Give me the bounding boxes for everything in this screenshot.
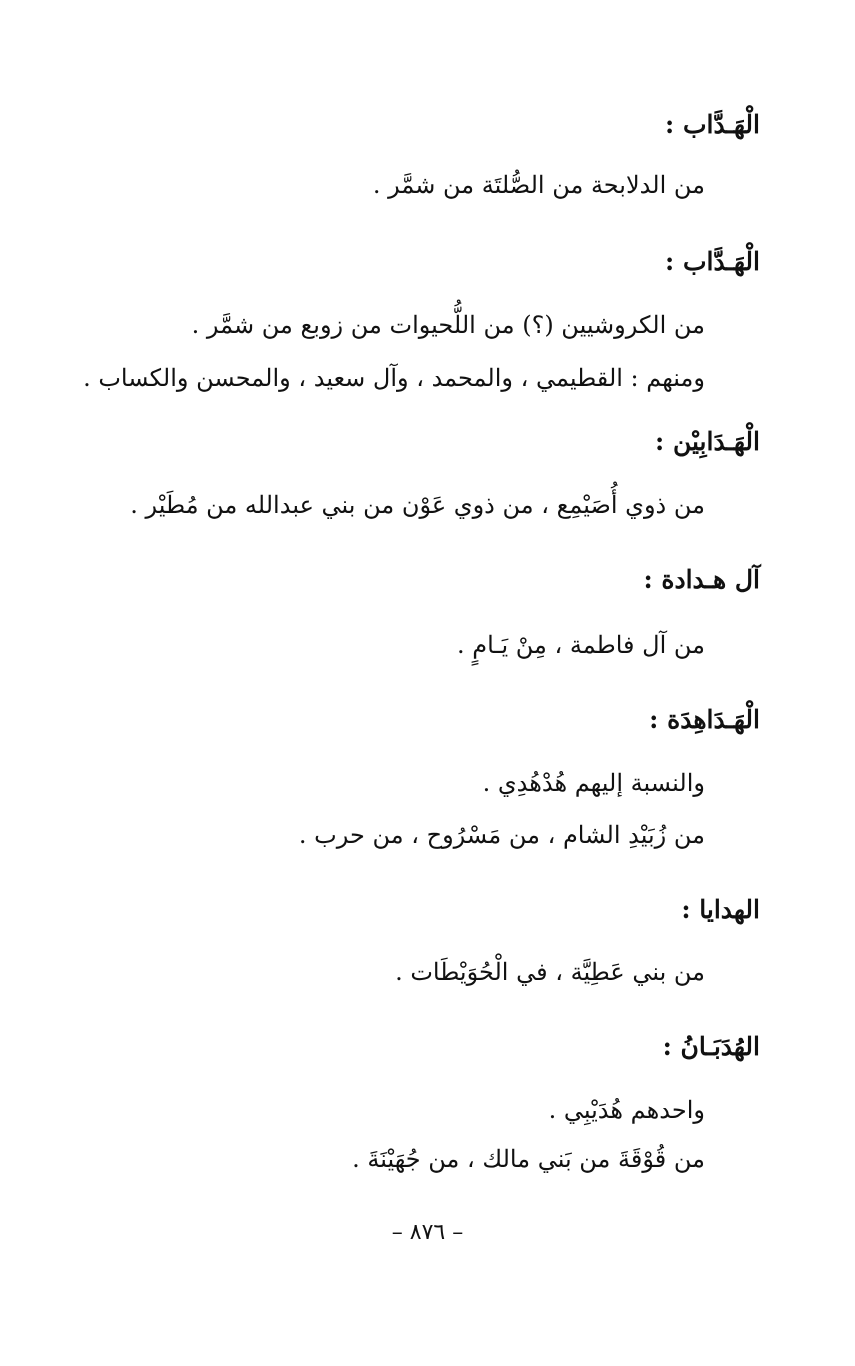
entry-line: من الدلابحة من الصُّلتَة من شمَّر . (372, 171, 705, 199)
entry-line: من زُبَيْدِ الشام ، من مَسْرُوح ، من حرب . (298, 821, 705, 849)
entry-heading: الْهَـدَاهِدَة : (649, 705, 760, 734)
entry-heading: الْهَـدَّاب : (665, 247, 760, 276)
entry-line: من ذوي أُصَيْمِع ، من ذوي عَوْن من بني عبدالله من مُطَيْر . (130, 491, 705, 519)
entry-line: من بني عَطِيَّة ، في الْحُوَيْطَات . (395, 958, 705, 986)
entry-heading: الهُدَبَـانُ : (662, 1032, 760, 1061)
entry-line: من آل فاطمة ، مِنْ يَـامٍ . (456, 631, 705, 659)
entry-heading: الهدايا : (681, 895, 760, 924)
entry-heading: الْهَـدَّاب : (665, 110, 760, 139)
entry-line: من الكروشيين (؟) من اللُّحيوات من زوبع من شمَّر . (191, 311, 705, 339)
entry-heading: الْهَـدَابِيْن : (655, 427, 760, 456)
entry-line: واحدهم هُدَيْبِي . (548, 1096, 705, 1124)
entry-line: والنسبة إليهم هُدْهُدِي . (482, 769, 705, 797)
entry-line: من قُوْقَةَ من بَني مالك ، من جُهَيْنَةَ . (352, 1145, 705, 1173)
page-number: – ٨٧٦ – (391, 1220, 464, 1245)
entry-heading: آل هـدادة : (643, 565, 760, 594)
entry-line: ومنهم : القطيمي ، والمحمد ، وآل سعيد ، والمحسن والكساب . (83, 364, 705, 392)
